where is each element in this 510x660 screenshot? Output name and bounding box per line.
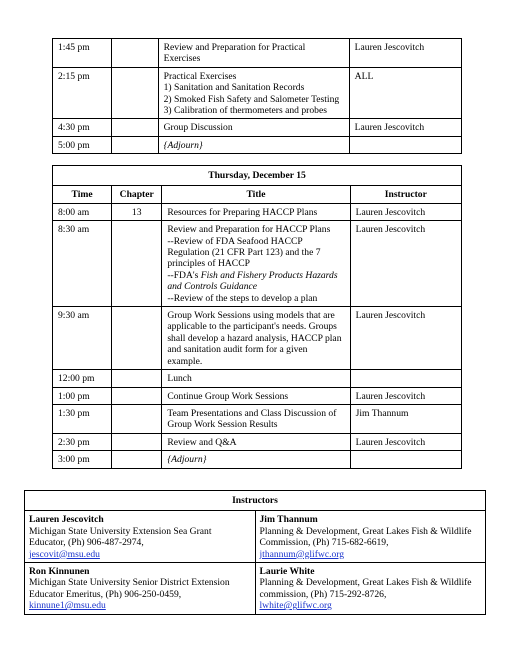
time-cell: 8:00 am	[53, 203, 112, 220]
title-cell: Group Work Sessions using models that are applicable to the participant's needs. Groups shall develop a hazard analysis, HACCP plan and sanitation audit form for a given example.	[162, 307, 350, 370]
instructor-name: Lauren Jescovitch	[29, 514, 104, 526]
time-cell: 2:30 pm	[53, 433, 112, 450]
time-cell: 1:30 pm	[53, 404, 112, 433]
instructor-cell	[349, 136, 461, 153]
chapter-cell	[112, 221, 162, 307]
instructor-name: Ron Kinnunen	[29, 566, 90, 578]
instructor-details: Michigan State University Extension Sea Grant Educator, (Ph) 906-487-2974,	[29, 525, 212, 549]
time-cell: 3:00 pm	[53, 451, 112, 468]
time-cell: 2:15 pm	[53, 67, 112, 119]
instructor-cell	[350, 451, 461, 468]
chapter-cell: 13	[112, 203, 162, 220]
table-row	[53, 370, 462, 387]
table-row	[53, 39, 462, 68]
time-cell: 9:30 am	[53, 307, 112, 370]
time-cell: 1:45 pm	[53, 39, 112, 68]
title-cell: {Adjourn}	[158, 136, 349, 153]
fda-guidance-title: Fish and Fishery Products Hazards and Controls Guidance	[167, 269, 338, 293]
instructor-card	[25, 563, 256, 615]
table-row	[53, 119, 462, 136]
table-caption-row	[25, 491, 486, 511]
instructors-heading: Instructors	[25, 491, 486, 511]
instructor-cell: Lauren Jescovitch	[349, 119, 461, 136]
instructor-name: Jim Thannum	[259, 514, 318, 526]
chapter-cell	[112, 387, 162, 404]
table-row	[53, 433, 462, 450]
chapter-cell	[112, 307, 162, 370]
title-cell: Continue Group Work Sessions	[162, 387, 350, 404]
chapter-cell	[112, 136, 159, 153]
list-item: 3) Calibration of thermometers and probes	[163, 105, 327, 117]
title-cell: {Adjourn}	[162, 451, 350, 468]
column-header-instructor: Instructor	[350, 186, 461, 203]
instructor-cell: Lauren Jescovitch	[349, 39, 461, 68]
time-cell: 1:00 pm	[53, 387, 112, 404]
table-row	[53, 221, 462, 307]
title-cell: Lunch	[162, 370, 350, 387]
instructor-card	[25, 511, 256, 563]
table-row	[53, 307, 462, 370]
wednesday-schedule-table	[52, 38, 462, 154]
instructor-name: Laurie White	[259, 566, 315, 578]
chapter-cell	[112, 370, 162, 387]
table-row	[53, 203, 462, 220]
table-row	[25, 563, 486, 615]
title-cell: Review and Q&A	[162, 433, 350, 450]
instructor-details: Planning & Development, Great Lakes Fish & Wildlife Commission, (Ph) 715-682-6619,	[259, 525, 472, 549]
time-cell: 5:00 pm	[53, 136, 112, 153]
table-row	[25, 511, 486, 563]
chapter-cell	[112, 404, 162, 433]
title-cell: Group Discussion	[158, 119, 349, 136]
instructor-cell: ALL	[349, 67, 461, 119]
table-caption-row	[53, 166, 462, 186]
thursday-schedule-table	[52, 165, 462, 469]
instructor-email-link[interactable]: jescovit@msu.edu	[29, 548, 100, 560]
instructor-details: Planning & Development, Great Lakes Fish & Wildlife commission, (Ph) 715-292-8726,	[259, 577, 472, 600]
table-row	[53, 451, 462, 468]
chapter-cell	[112, 451, 162, 468]
time-cell: 4:30 pm	[53, 119, 112, 136]
chapter-cell	[112, 67, 159, 119]
time-cell: 8:30 am	[53, 221, 112, 307]
title-cell	[158, 67, 349, 119]
time-cell: 12:00 pm	[53, 370, 112, 387]
column-header-chapter: Chapter	[112, 186, 162, 203]
instructor-card	[255, 511, 486, 563]
instructor-details: Michigan State University Senior District Extension Educator Emeritus, (Ph) 906-250-0459,	[29, 577, 230, 600]
title-cell: Team Presentations and Class Discussion of Group Work Session Results	[162, 404, 350, 433]
chapter-cell	[112, 39, 159, 68]
instructor-email-link[interactable]: kinnune1@msu.edu	[29, 600, 106, 612]
chapter-cell	[112, 433, 162, 450]
title-line: Review and Preparation for HACCP Plans	[167, 224, 331, 236]
chapter-cell	[112, 119, 159, 136]
title-cell: Resources for Preparing HACCP Plans	[162, 203, 350, 220]
instructor-cell: Lauren Jescovitch	[350, 433, 461, 450]
instructor-cell: Lauren Jescovitch	[350, 307, 461, 370]
instructors-table	[24, 490, 486, 615]
practical-exercises-title: Practical Exercises	[163, 70, 237, 82]
column-header-time: Time	[53, 186, 112, 203]
table-row	[53, 387, 462, 404]
instructor-cell	[350, 370, 461, 387]
instructor-email-link[interactable]: lwhite@glifwc.org	[259, 600, 332, 612]
list-item: 1) Sanitation and Sanitation Records	[163, 82, 305, 94]
instructor-card	[255, 563, 486, 615]
title-line: --Review of the steps to develop a plan	[167, 292, 318, 304]
title-line: --Review of FDA Seafood HACCP Regulation (21 CFR Part 123) and the 7 principles of HACCP	[167, 235, 321, 270]
column-header-title: Title	[162, 186, 350, 203]
instructor-cell: Lauren Jescovitch	[350, 221, 461, 307]
instructor-cell: Jim Thannum	[350, 404, 461, 433]
day-heading: Thursday, December 15	[53, 166, 462, 186]
instructor-cell: Lauren Jescovitch	[350, 203, 461, 220]
title-cell: Review and Preparation for Practical Exercises	[158, 39, 349, 68]
instructor-cell: Lauren Jescovitch	[350, 387, 461, 404]
instructor-email-link[interactable]: jthannum@glifwc.org	[259, 548, 345, 560]
fda-prefix: --FDA's	[167, 269, 201, 281]
list-item: 2) Smoked Fish Safety and Salometer Testing	[163, 93, 340, 105]
table-row	[53, 67, 462, 119]
title-cell	[162, 221, 350, 307]
table-header-row	[53, 186, 462, 203]
title-line	[167, 270, 344, 293]
table-row	[53, 136, 462, 153]
table-row	[53, 404, 462, 433]
